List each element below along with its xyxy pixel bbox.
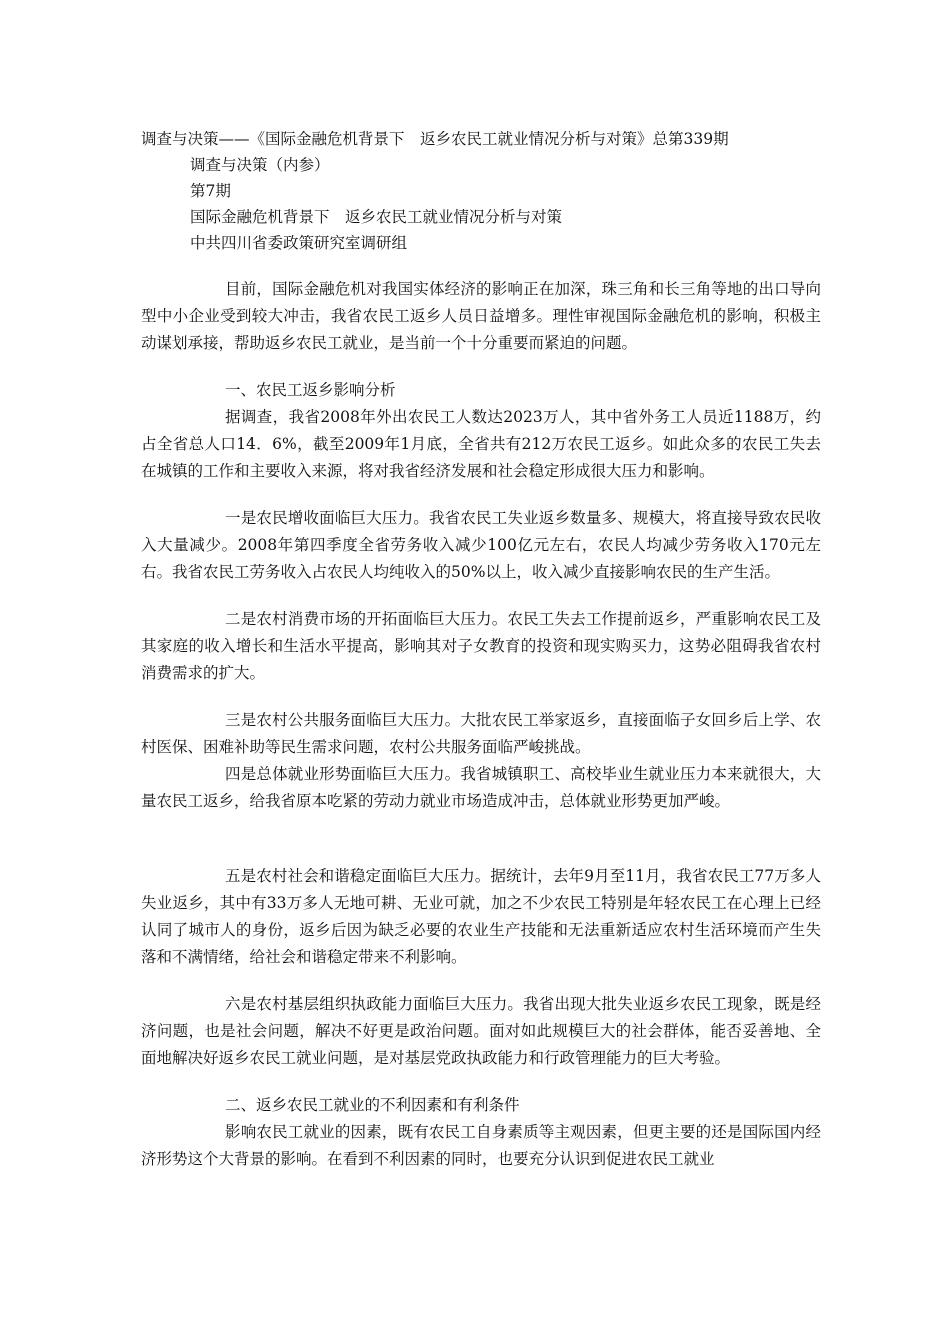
spacer — [141, 971, 821, 991]
impact-paragraph-4: 四是总体就业形势面临巨大压力。我省城镇职工、高校毕业生就业压力本来就很大，大量农民工返乡，给我省原本吃紧的劳动力就业市场造成冲击，总体就业形势更加严峻。 — [141, 765, 821, 810]
impact-paragraph-5: 五是农村社会和谐稳定面临巨大压力。据统计，去年9月至11月，我省农民工77万多人失业返乡，其中有33万多人无地可耕、无业可就，加之不少农民工特别是年轻农民工在心理上已经认同了城市人的身份，返乡后因为缺乏必要的农业生产技能和无法重新适应农村生活环境而产生失落和不满情绪，给社会和谐稳定带来不利影响。 — [141, 867, 821, 966]
document-page — [141, 126, 821, 1173]
spacer — [141, 815, 821, 863]
spacer — [141, 256, 821, 276]
section-heading-1: 一、农民工返乡影响分析 — [225, 381, 396, 399]
document-title-line: 调查与决策——《国际金融危机背景下 返乡农民工就业情况分析与对策》总第339期 — [141, 130, 729, 148]
section1-paragraph: 据调查，我省2008年外出农民工人数达2023万人，其中省外务工人员近1188万，约占全省总人口14．6%，截至2009年1月底，全省共有212万农民工返乡。如此众多的农民工失去在城镇的工作和主要收入来源，将对我省经济发展和社会稳定形成很大压力和影响。 — [141, 408, 821, 480]
impact-paragraph-2: 二是农村消费市场的开拓面临巨大压力。农民工失去工作提前返乡，严重影响农民工及其家庭的收入增长和生活水平提高，影响其对子女教育的投资和现实购买力，这势必阻碍我省农村消费需求的扩大。 — [141, 610, 821, 682]
report-author: 中共四川省委政策研究室调研组 — [190, 234, 408, 252]
spacer — [141, 485, 821, 505]
spacer — [141, 687, 821, 707]
impact-paragraph-6: 六是农村基层组织执政能力面临巨大压力。我省出现大批失业返乡农民工现象，既是经济问题，也是社会问题，解决不好更是政治问题。面对如此规模巨大的社会群体，能否妥善地、全面地解决好返乡农民工就业问题，是对基层党政执政能力和行政管理能力的巨大考验。 — [141, 995, 821, 1067]
issue-number: 第7期 — [190, 182, 231, 200]
impact-paragraph-1: 一是农民增收面临巨大压力。我省农民工失业返乡数量多、规模大，将直接导致农民收入大量减少。2008年第四季度全省劳务收入减少100亿元左右，农民人均减少劳务收入170元左右。我省农民工劳务收入占农民人均纯收入的50%以上，收入减少直接影响农民的生产生活。 — [141, 509, 821, 581]
spacer — [141, 1072, 821, 1092]
intro-paragraph: 目前，国际金融危机对我国实体经济的影响正在加深，珠三角和长三角等地的出口导向型中小企业受到较大冲击，我省农民工返乡人员日益增多。理性审视国际金融危机的影响，积极主动谋划承接，帮助返乡农民工就业，是当前一个十分重要而紧迫的问题。 — [141, 280, 821, 352]
impact-paragraph-3: 三是农村公共服务面临巨大压力。大批农民工举家返乡，直接面临子女回乡后上学、农村医保、困难补助等民生需求问题，农村公共服务面临严峻挑战。 — [141, 711, 821, 756]
section-heading-2: 二、返乡农民工就业的不利因素和有利条件 — [225, 1096, 520, 1114]
spacer — [141, 586, 821, 606]
publication-name: 调查与决策（内参） — [190, 156, 330, 174]
spacer — [141, 357, 821, 377]
report-title: 国际金融危机背景下 返乡农民工就业情况分析与对策 — [190, 208, 563, 226]
section2-paragraph: 影响农民工就业的因素，既有农民工自身素质等主观因素，但更主要的还是国际国内经济形势这个大背景的影响。在看到不利因素的同时，也要充分认识到促进农民工就业 — [141, 1123, 821, 1168]
